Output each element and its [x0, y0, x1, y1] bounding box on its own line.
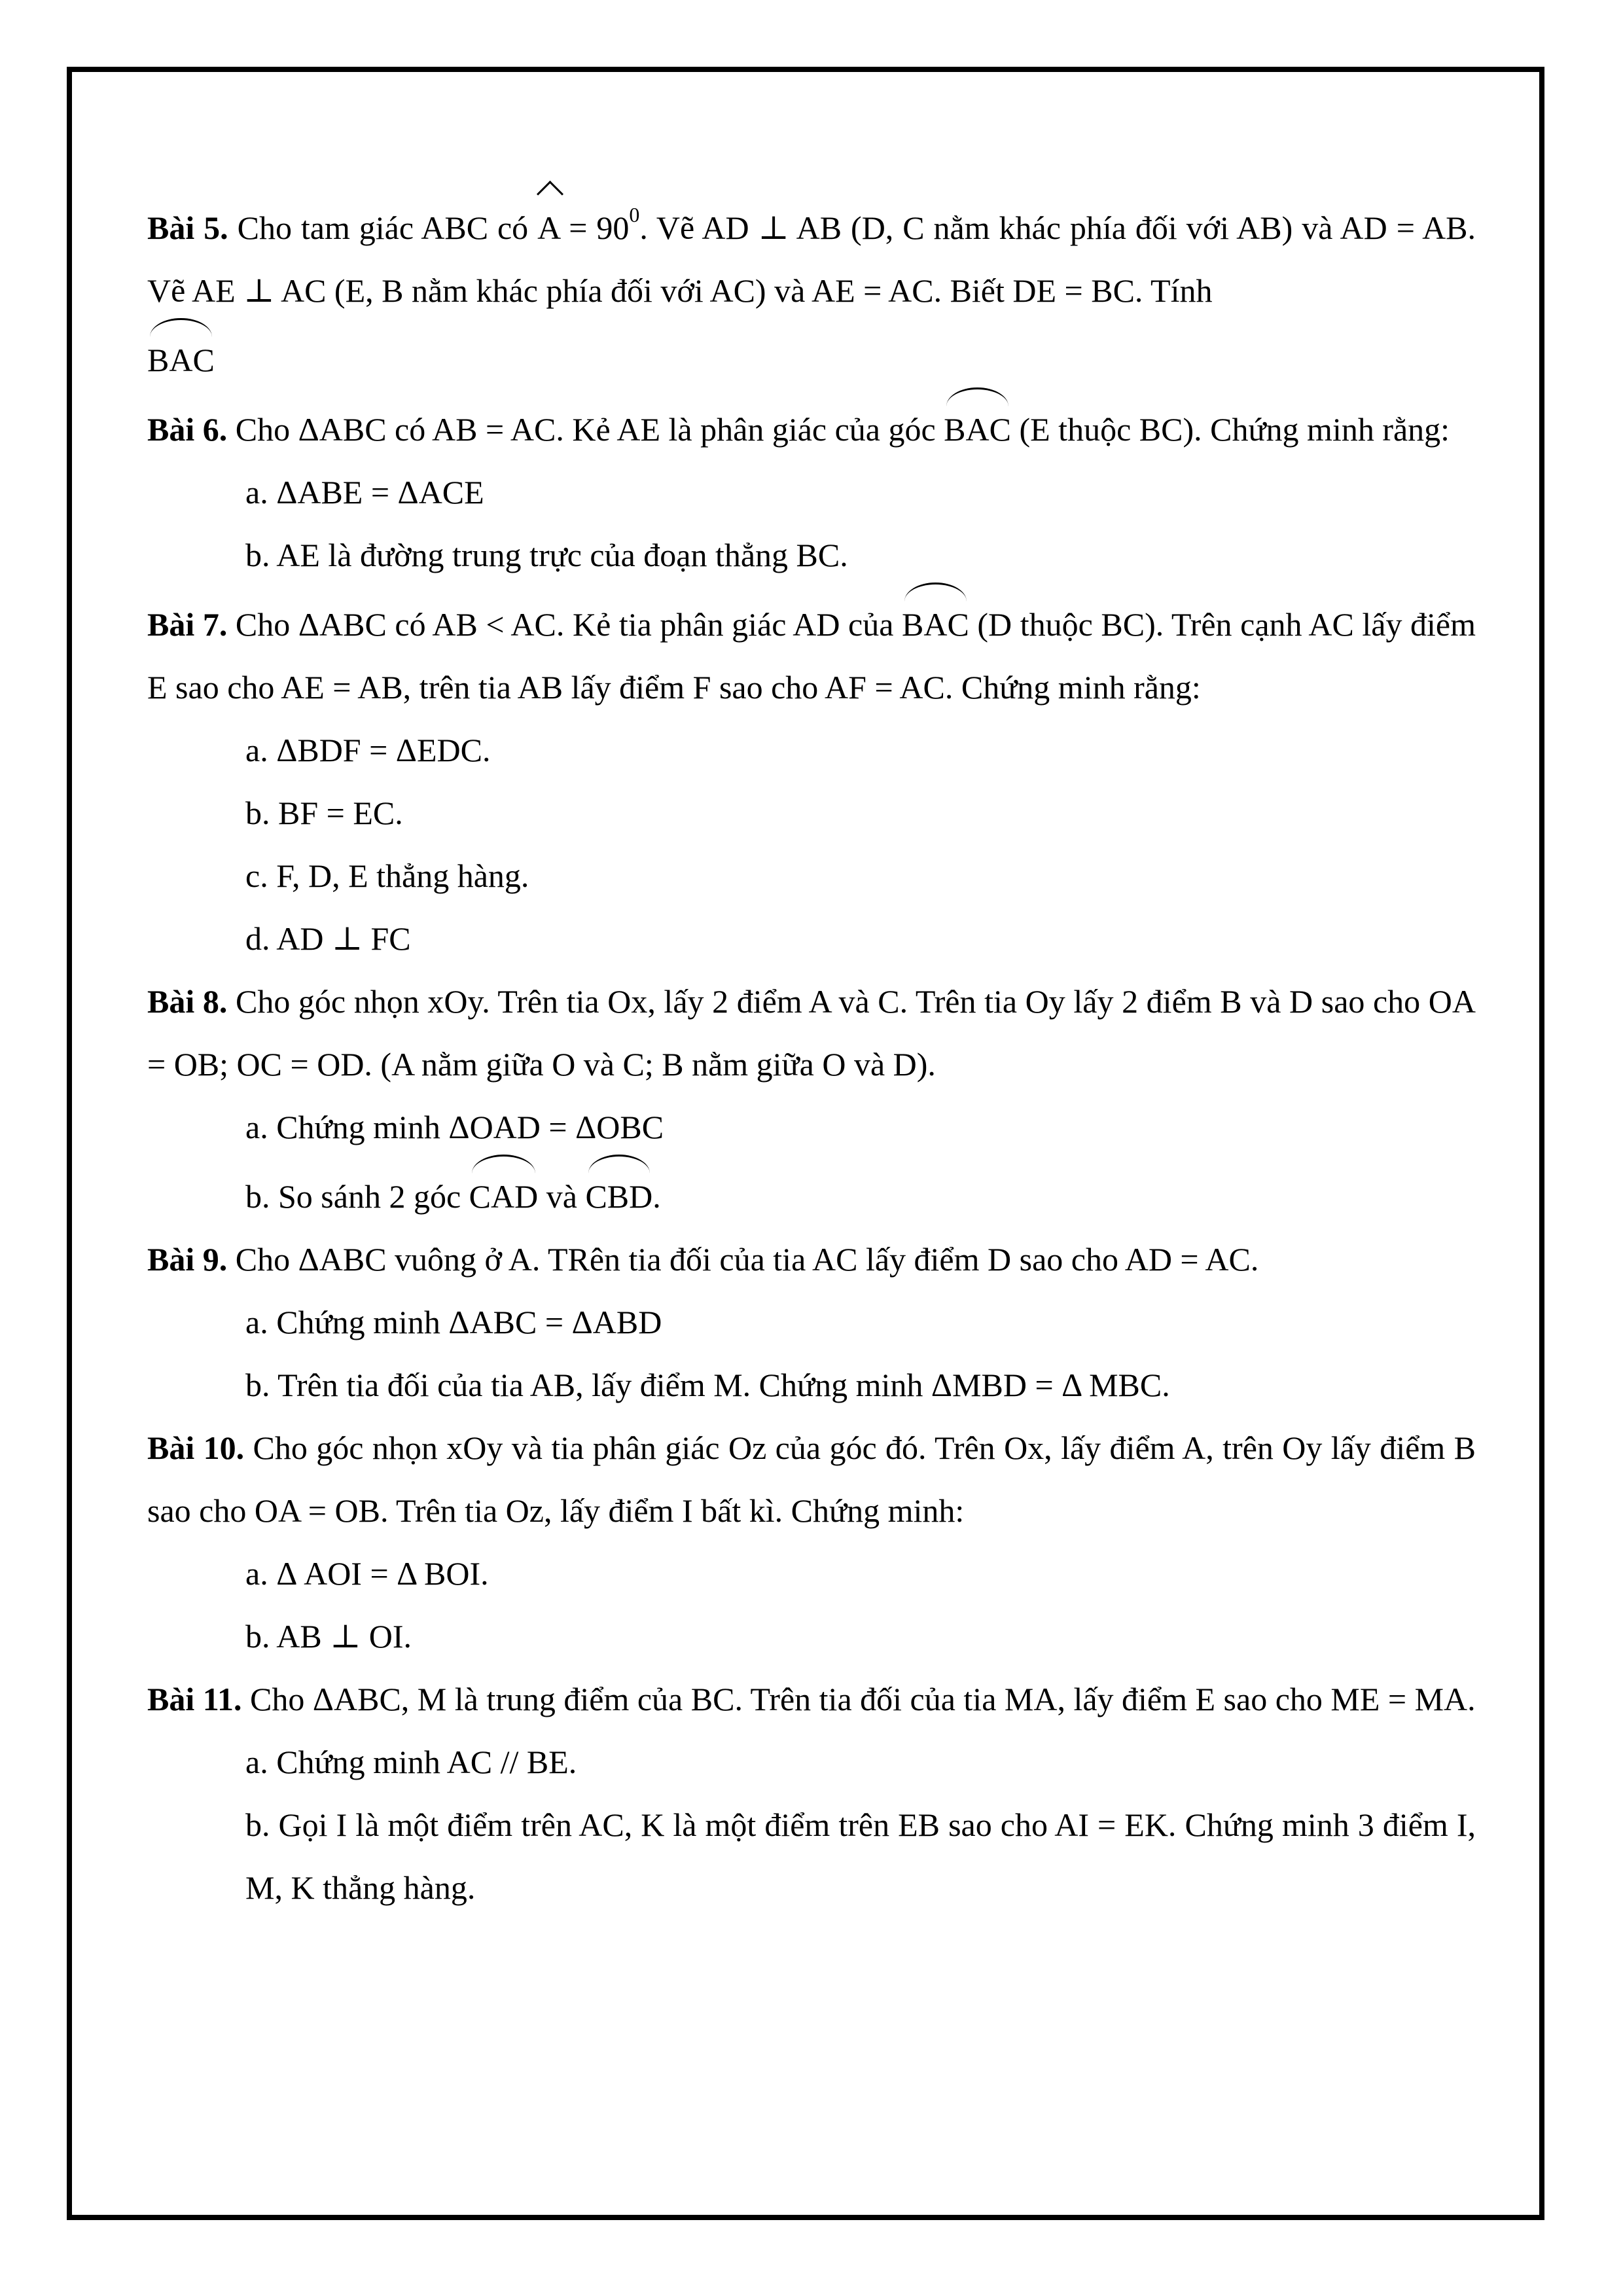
- angle-a-symbol: A: [537, 196, 561, 259]
- angle-bac: BAC: [147, 322, 215, 391]
- exercise-10-label: Bài 10.: [147, 1429, 245, 1466]
- exercise-6-part-a: a. ΔABE = ΔACE: [245, 474, 484, 511]
- document-content: [147, 196, 1476, 1919]
- exercise-8-part-a: a. Chứng minh ΔOAD = ΔOBC: [245, 1109, 664, 1145]
- exercise-10-text-1: Cho góc nhọn xOy và tia phân giác Oz của góc đó. Trên Ox, lấy điểm A, trên Oy lấy điểm B sao cho OA = OB. Trên tia Oz, lấy điểm I bất kì. Chứng minh:: [147, 1429, 1476, 1529]
- degree-mark: 0: [629, 203, 640, 226]
- exercise-7-part-b: b. BF = EC.: [245, 795, 403, 831]
- exercise-7-part-a: a. ΔBDF = ΔEDC.: [245, 732, 491, 768]
- exercise-9-text-1: Cho ΔABC vuông ở A. TRên tia đối của tia AC lấy điểm D sao cho AD = AC.: [235, 1241, 1259, 1278]
- angle-bac: BAC: [902, 586, 969, 656]
- exercise-6: [147, 391, 1476, 461]
- exercise-8-text-1: Cho góc nhọn xOy. Trên tia Ox, lấy 2 điểm A và C. Trên tia Oy lấy 2 điểm B và D sao cho OA = OB; OC = OD. (A nằm giữa O và C; B nằm giữa O và D).: [147, 983, 1476, 1083]
- exercise-7-text-2: (D thuộc BC). Trên cạnh AC lấy điểm E sao cho AE = AB, trên tia AB lấy điểm F sao cho AF = AC. Chứng minh rằng:: [147, 606, 1476, 706]
- exercise-6-label: Bài 6.: [147, 411, 228, 448]
- exercise-7: [147, 586, 1476, 719]
- exercise-6-text-1: Cho ΔABC có AB = AC. Kẻ AE là phân giác của góc: [235, 411, 936, 448]
- exercise-10-part-b: b. AB ⊥ OI.: [245, 1618, 412, 1655]
- exercise-9-part-b: b. Trên tia đối của tia AB, lấy điểm M. Chứng minh ΔMBD = Δ MBC.: [245, 1367, 1170, 1403]
- exercise-8: [147, 970, 1476, 1096]
- exercise-11-part-b: b. Gọi I là một điểm trên AC, K là một điểm trên EB sao cho AI = EK. Chứng minh 3 điểm I, M, K thẳng hàng.: [245, 1806, 1476, 1906]
- exercise-5-label: Bài 5.: [147, 209, 228, 246]
- exercise-5: [147, 196, 1476, 391]
- exercise-7-part-d: d. AD ⊥ FC: [245, 920, 411, 957]
- angle-bac: BAC: [944, 391, 1011, 461]
- exercise-8-part-b-end: .: [652, 1178, 661, 1215]
- exercise-8-part-b: [147, 1158, 1476, 1228]
- exercise-9-part-a: a. Chứng minh ΔABC = ΔABD: [245, 1304, 662, 1340]
- exercise-11-text-1: Cho ΔABC, M là trung điểm của BC. Trên tia đối của tia MA, lấy điểm E sao cho ME = MA.: [249, 1681, 1476, 1717]
- exercise-10-part-a: a. Δ AOI = Δ BOI.: [245, 1555, 489, 1592]
- exercise-8-label: Bài 8.: [147, 983, 228, 1020]
- exercise-9: [147, 1228, 1476, 1291]
- angle-a-value: = 90: [569, 209, 630, 246]
- exercise-8-part-b-and: và: [546, 1178, 577, 1215]
- angle-cad: CAD: [469, 1158, 539, 1228]
- exercise-5-text-2: . Vẽ AD ⊥ AB (D, C nằm khác phía đối với AB) và AD = AB. Vẽ AE ⊥ AC (E, B nằm khác phía đối với AC) và AE = AC. Biết DE = BC. Tính: [147, 209, 1476, 309]
- exercise-7-text-1: Cho ΔABC có AB < AC. Kẻ tia phân giác AD của: [235, 606, 894, 643]
- exercise-9-label: Bài 9.: [147, 1241, 228, 1278]
- exercise-6-text-2: (E thuộc BC). Chứng minh rằng:: [1019, 411, 1450, 448]
- exercise-7-part-c: c. F, D, E thẳng hàng.: [245, 857, 529, 894]
- exercise-11: [147, 1668, 1476, 1731]
- exercise-10: [147, 1416, 1476, 1542]
- angle-cbd: CBD: [585, 1158, 652, 1228]
- exercise-11-label: Bài 11.: [147, 1681, 242, 1717]
- exercise-7-label: Bài 7.: [147, 606, 228, 643]
- exercise-5-text-1: Cho tam giác ABC có: [237, 209, 529, 246]
- exercise-11-part-a: a. Chứng minh AC // BE.: [245, 1744, 577, 1780]
- exercise-6-part-b: b. AE là đường trung trực của đoạn thẳng BC.: [245, 537, 848, 573]
- exercise-8-part-b-text: b. So sánh 2 góc: [245, 1178, 461, 1215]
